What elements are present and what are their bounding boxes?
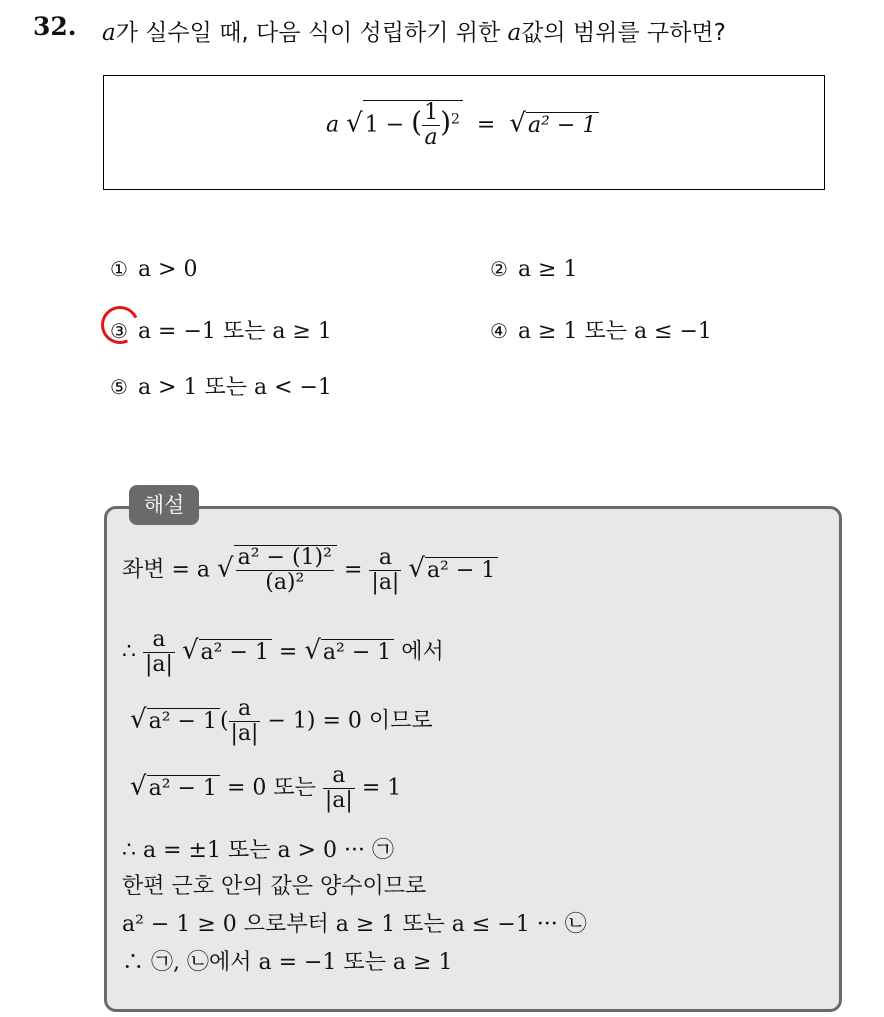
- solution-line-6: 한편 근호 안의 값은 양수이므로: [122, 874, 427, 899]
- eq-paren-close: ): [440, 105, 451, 139]
- sol-l4-fden: |a|: [324, 788, 353, 814]
- choice-4-num: ④: [490, 319, 508, 343]
- sol-l2-frac: [143, 628, 175, 677]
- sol-l1-den: (a)²: [265, 570, 305, 596]
- question-text-part2: 값의 범위를 구하면?: [521, 20, 726, 46]
- sol-l2-eq: =: [278, 639, 298, 665]
- question-var-a: a: [102, 20, 116, 46]
- sol-l1-prefix: 좌변 = a: [122, 557, 211, 583]
- sol-l2-root2: a² − 1: [321, 639, 394, 665]
- choice-2-text: a ≥ 1: [517, 257, 578, 282]
- sol-l2-root: a² − 1: [199, 639, 272, 665]
- sol-l3-fden: |a|: [230, 721, 259, 747]
- solution-line-4: [130, 764, 401, 813]
- choice-1[interactable]: [110, 257, 197, 282]
- sol-l3-root: a² − 1: [147, 708, 220, 734]
- solution-line-8: ∴ ㉠, ㉡에서 a = −1 또는 a ≥ 1: [122, 950, 453, 975]
- sol-l1-fnum: a: [369, 546, 401, 571]
- eq-exp: 2: [451, 111, 460, 128]
- eq-den: a: [424, 125, 438, 151]
- choice-1-num: ①: [110, 257, 128, 281]
- sol-l3-root-sign: √: [130, 704, 147, 735]
- solution-line-1: [122, 545, 498, 595]
- solution-line-7: a² − 1 ≥ 0 으로부터 a ≥ 1 또는 a ≤ −1 ··· ㉡: [122, 912, 587, 937]
- sol-l3-rest: − 1) = 0 이므로: [267, 708, 433, 734]
- sol-l2-suffix: 에서: [401, 639, 444, 665]
- eq-fraction: [422, 101, 440, 150]
- sol-l1-root: a² − 1: [425, 557, 498, 583]
- choice-5[interactable]: [110, 370, 332, 401]
- sol-l2-prefix: ∴: [122, 639, 136, 665]
- choice-2-num: ②: [490, 257, 508, 281]
- eq-paren-open: (: [411, 105, 423, 139]
- sol-l4-root-sign: √: [130, 771, 147, 802]
- equation: [326, 100, 599, 150]
- sol-l1-root-sign: √: [217, 553, 234, 584]
- sol-l3-open: (: [219, 708, 229, 734]
- solution-line-3: [130, 697, 433, 746]
- question-text: [102, 14, 726, 47]
- sol-l1-fden: |a|: [371, 570, 400, 596]
- eq-root-body: [363, 100, 463, 150]
- sol-l4-fnum: a: [323, 764, 355, 789]
- sol-l3-frac: [229, 697, 261, 746]
- choice-3-num: ③: [110, 319, 128, 343]
- choice-4-text: a ≥ 1 또는 a ≤ −1: [517, 319, 712, 344]
- sol-l2-fnum: a: [143, 628, 175, 653]
- choice-1-text: a > 0: [137, 257, 198, 282]
- sol-l1-frac: [369, 546, 401, 595]
- sol-l2-fden: |a|: [145, 652, 173, 678]
- question-number: 32.: [33, 12, 77, 41]
- question-var-a-2: a: [507, 20, 522, 46]
- eq-rhs-root-sign: √: [509, 108, 526, 139]
- solution-line-5: ∴ a = ±1 또는 a > 0 ··· ㉠: [122, 838, 394, 863]
- sol-l2-root2-sign: √: [304, 635, 321, 666]
- sol-l4-mid: = 0 또는: [226, 775, 316, 801]
- sol-l1-eq: =: [343, 557, 363, 583]
- choice-5-text: a > 1 또는 a < −1: [137, 375, 332, 400]
- eq-num: 1: [424, 100, 439, 125]
- choice-3-text: a = −1 또는 a ≥ 1: [137, 319, 332, 344]
- eq-root-sign: √: [346, 108, 363, 139]
- eq-equals: =: [476, 112, 496, 138]
- eq-one-minus: 1 −: [364, 112, 412, 138]
- sol-l3-fnum: a: [229, 697, 261, 722]
- sol-l4-frac: [323, 764, 355, 813]
- sol-l1-num: a² − (1)²: [237, 545, 332, 570]
- solution-line-2: [122, 628, 444, 677]
- question-text-part1: 가 실수일 때, 다음 식이 성립하기 위한: [115, 20, 508, 46]
- eq-rhs: a² − 1: [526, 112, 599, 138]
- choice-3[interactable]: [110, 314, 332, 345]
- solution-tag: 해설: [129, 485, 199, 525]
- eq-lhs-var: a: [326, 112, 340, 138]
- equation-box: [103, 75, 825, 190]
- sol-l4-end: = 1: [361, 775, 402, 801]
- sol-l4-root: a² − 1: [147, 775, 220, 801]
- sol-l1-root-body: [234, 545, 337, 595]
- choice-2[interactable]: [490, 257, 577, 282]
- sol-l1-root2-sign: √: [408, 553, 425, 584]
- sol-l2-root-sign: √: [181, 635, 199, 666]
- choice-5-num: ⑤: [110, 375, 128, 399]
- choice-4[interactable]: [490, 314, 712, 345]
